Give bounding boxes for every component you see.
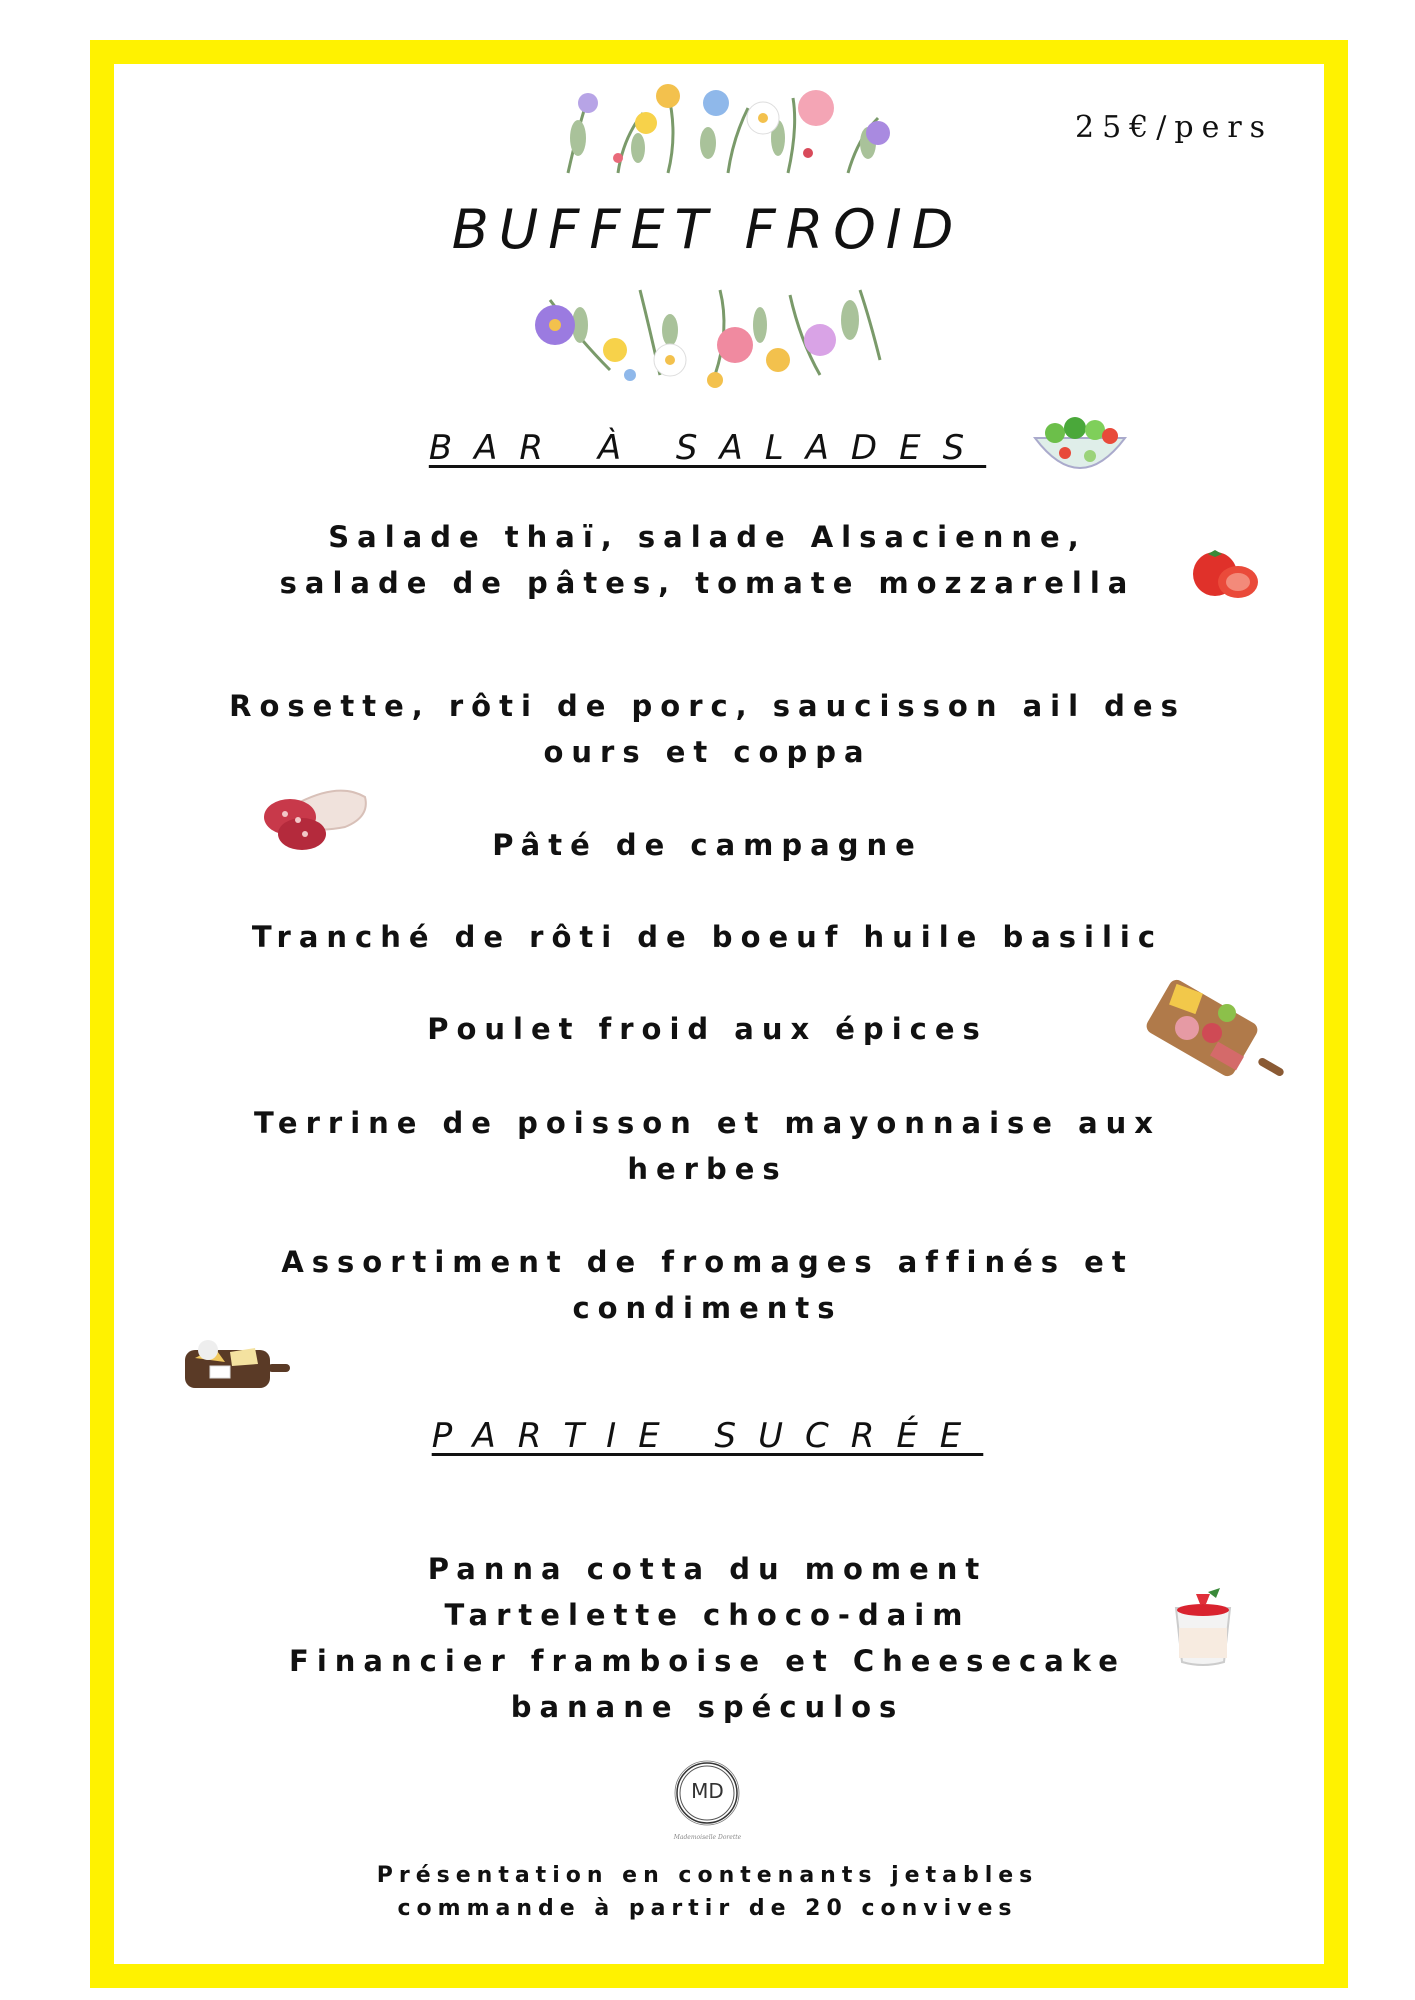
logo [670,1758,745,1853]
panna-cotta-icon [1168,1588,1238,1668]
menu-item-pate [200,822,1215,868]
item-line: Salade thaï, salade Alsacienne, [328,520,1087,554]
item-line: Poulet froid aux épices [427,1012,988,1046]
dessert-item: Financier framboise et Cheesecake [289,1644,1126,1678]
dessert-item: banane spéculos [510,1690,905,1724]
dessert-item: Tartelette choco-daim [444,1598,971,1632]
section-partie-sucree: PARTIE SUCRÉE [431,1416,984,1456]
salad-bowl-icon [1030,408,1130,483]
charcuterie-board-icon [1142,978,1292,1103]
menu-item-salades [200,514,1215,606]
item-line: Rosette, rôti de porc, saucisson ail des [229,689,1186,723]
menu-item-poulet [200,1006,1215,1052]
flowers-top-icon [548,78,918,178]
price-per-person: 25€/pers [1075,110,1274,145]
page-title: BUFFET FROID [451,198,964,261]
item-line: Pâté de campagne [492,828,923,862]
logo-initials: MD [691,1779,724,1803]
logo-caption: Mademoiselle Dorette [673,1834,742,1841]
tomato-icon [1190,542,1260,602]
footer-line-presentation: Présentation en contenants jetables [376,1863,1039,1888]
item-line: Terrine de poisson et mayonnaise aux [254,1106,1161,1140]
item-line: ours et coppa [543,735,872,769]
menu-item-terrine [200,1100,1215,1192]
item-line: salade de pâtes, tomate mozzarella [279,566,1136,600]
dessert-item: Panna cotta du moment [427,1552,988,1586]
section-bar-a-salades: BAR À SALADES [428,428,987,468]
menu-item-fromages [200,1239,1215,1331]
cheese-board-icon [180,1330,295,1395]
item-line: Tranché de rôti de boeuf huile basilic [251,920,1164,954]
item-line: herbes [627,1152,788,1186]
menu-item-charcuterie [200,683,1215,775]
item-line: Assortiment de fromages affinés et [281,1245,1134,1279]
flowers-bottom-icon [520,280,910,390]
footer-line-commande: commande à partir de 20 convives [397,1896,1018,1921]
item-line: condiments [572,1291,843,1325]
menu-item-boeuf [200,914,1215,960]
dessert-list [200,1546,1215,1730]
